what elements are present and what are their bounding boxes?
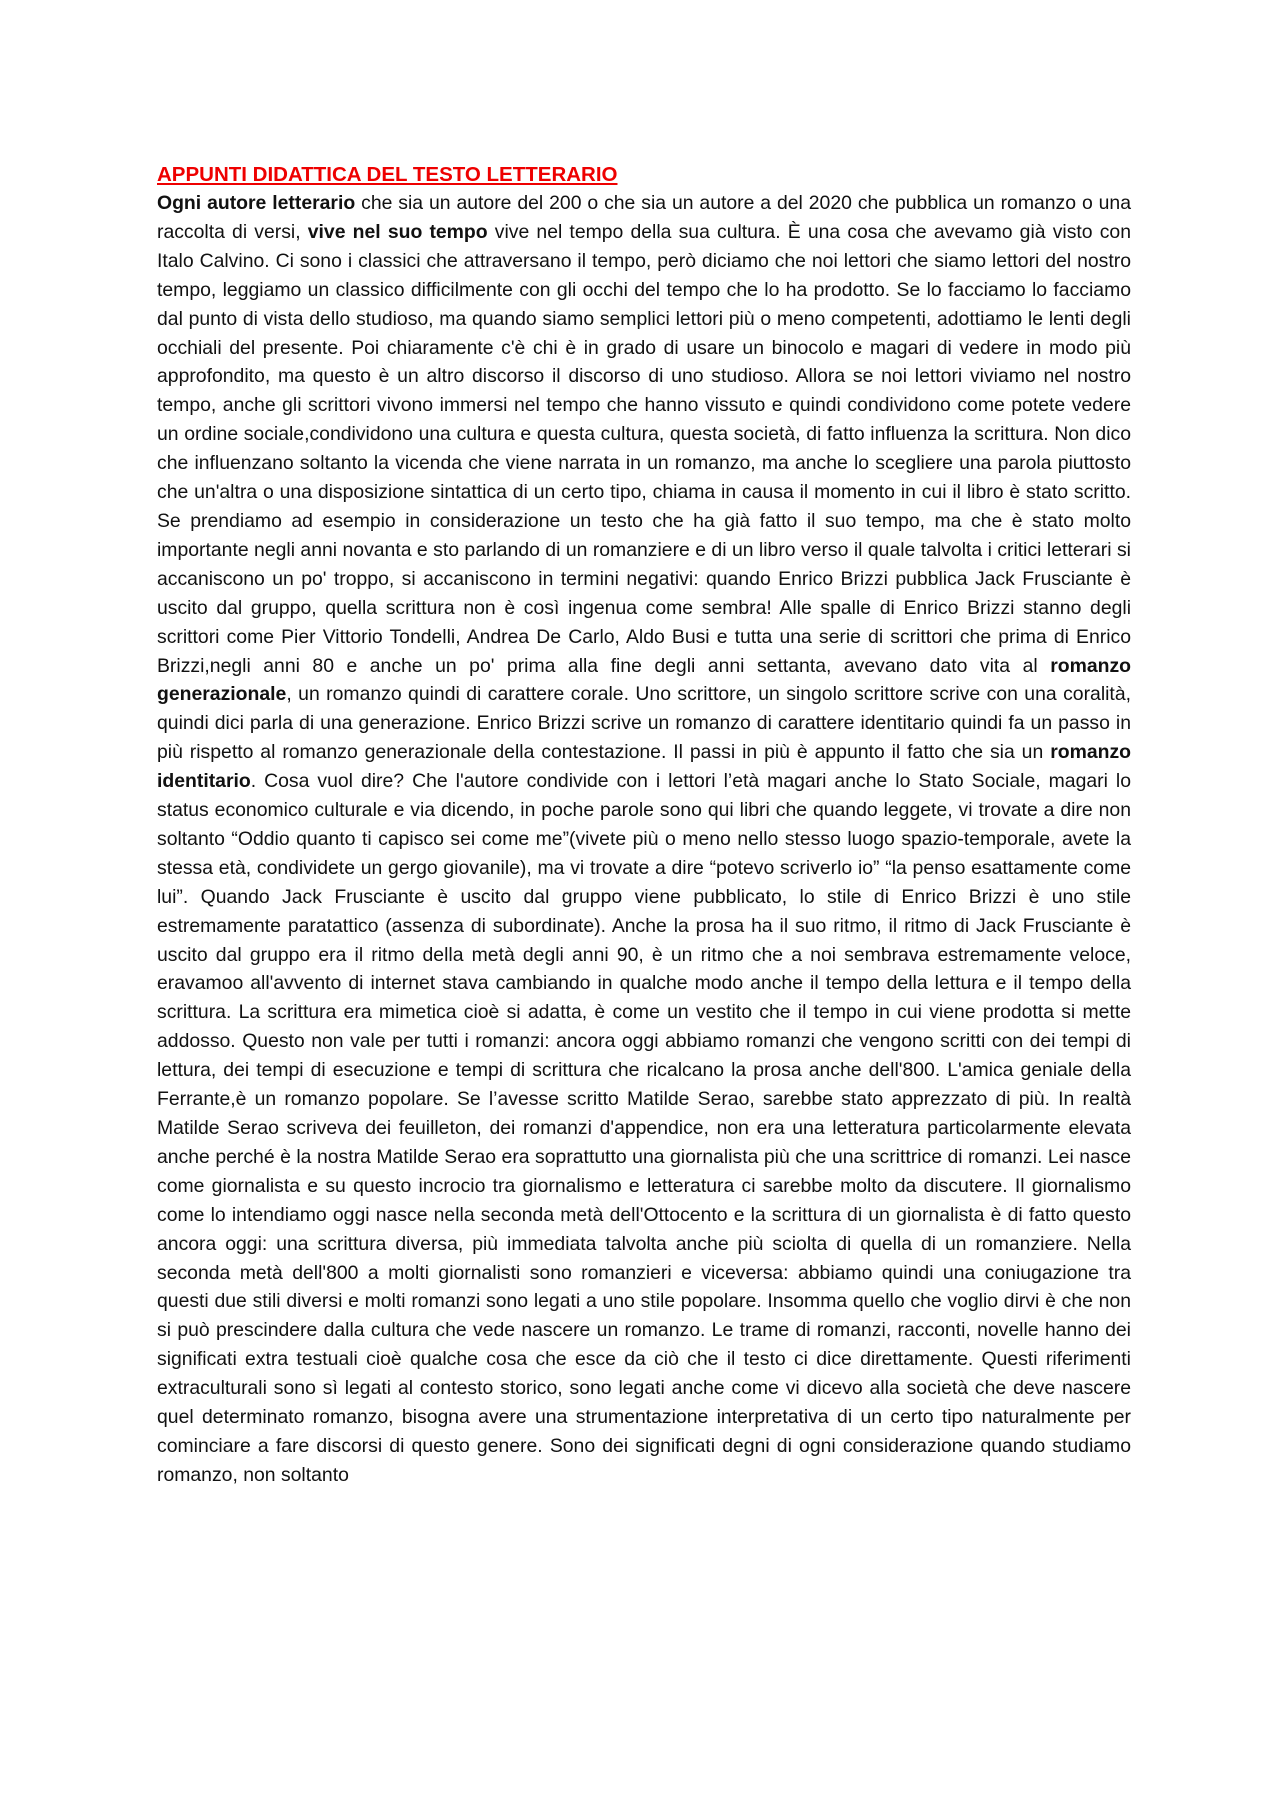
text-run: vive nel tempo della sua cultura. È una cosa che avevamo già visto con Italo Calvino. Ci sono i classici che attraversano il tempo, però diciamo che noi lettori che siamo lettori del nostro tempo, leggiamo un classico difficilmente con gli occhi del tempo che lo ha prodotto. Se lo facciamo lo facciamo dal punto di vista dello studioso, ma quando siamo semplici lettori più o meno competenti, adottiamo le lenti degli occhiali del presente. Poi chiaramente c'è chi è in grado di usare un binocolo e magari di vedere in modo più approfondito, ma questo è un altro discorso il discorso di uno studioso. Allora se noi lettori viviamo nel nostro tempo, anche gli scrittori vivono immersi nel tempo che hanno vissuto e quindi condividono come potete vedere un ordine sociale,condividono una cultura e questa cultura, questa società, di fatto influenza la scrittura. Non dico che influenzano soltanto la vicenda che viene narrata in un romanzo, ma anche lo scegliere una parola piuttosto che un'altra o una disposizione sintattica di un certo tipo, chiama in causa il momento in cui il libro è stato scritto. Se prendiamo ad esempio in considerazione un testo che ha già fatto il suo tempo, ma che è stato molto importante negli anni novanta e sto parlando di un romanziere e di un libro verso il quale talvolta i critici letterari si accaniscono un po' troppo, si accaniscono in termini negativi: quando Enrico Brizzi pubblica Jack Frusciante è uscito dal gruppo, quella scrittura non è così ingenua come sembra! Alle spalle di Enrico Brizzi stanno degli scrittori come Pier Vittorio Tondelli, Andrea De Carlo, Aldo Busi e tutta una serie di scrittori che prima di Enrico Brizzi,negli anni 80 e anche un po' prima alla fine degli anni settanta, avevano dato vita al: [157, 220, 1131, 677]
document-page: [157, 160, 1131, 1490]
text-run: . Cosa vuol dire? Che l'autore condivide con i lettori l’età magari anche lo Stato Sociale, magari lo status economico culturale e via dicendo, in poche parole sono qui libri che quando leggete, vi trovate a dire non soltanto “Oddio quanto ti capisco sei come me”(vivete più o meno nello stesso luogo spazio-temporale, avete la stessa età, condividete un gergo giovanile), ma vi trovate a dire “potevo scriverlo io” “la penso esattamente come lui”. Quando Jack Frusciante è uscito dal gruppo viene pubblicato, lo stile di Enrico Brizzi è uno stile estremamente paratattico (assenza di subordinate). Anche la prosa ha il suo ritmo, il ritmo di Jack Frusciante è uscito dal gruppo era il ritmo della metà degli anni 90, è un ritmo che a noi sembrava estremamente veloce, eravamoo all'avvento di internet stava cambiando in qualche modo anche il tempo della lettura e il tempo della scrittura. La scrittura era mimetica cioè si adatta, è come un vestito che il tempo in cui viene prodotta si mette addosso. Questo non vale per tutti i romanzi: ancora oggi abbiamo romanzi che vengono scritti con dei tempi di lettura, dei tempi di esecuzione e tempi di scrittura che ricalcano la prosa anche dell'800. L'amica geniale della Ferrante,è un romanzo popolare. Se l’avesse scritto Matilde Serao, sarebbe stato apprezzato di più. In realtà Matilde Serao scriveva dei feuilleton, dei romanzi d'appendice, non era una letteratura particolarmente elevata anche perché è la nostra Matilde Serao era soprattutto una giornalista più che una scrittrice di romanzi. Lei nasce come giornalista e su questo incrocio tra giornalismo e letteratura ci sarebbe molto da discutere. Il giornalismo come lo intendiamo oggi nasce nella seconda metà dell'Ottocento e la scrittura di un giornalista è di fatto questo ancora oggi: una scrittura diversa, più immediata talvolta anche più sciolta di quella di un romanziere. Nella seconda metà dell'800 a molti giornalisti sono romanzieri e viceversa: abbiamo quindi una coniugazione tra questi due stili diversi e molti romanzi sono legati a uno stile popolare. Insomma quello che voglio dirvi è che non si può prescindere dalla cultura che vede nascere un romanzo. Le trame di romanzi, racconti, novelle hanno dei significati extra testuali cioè qualche cosa che esce da ciò che il testo ci dice direttamente. Questi riferimenti extraculturali sono sì legati al contesto storico, sono legati anche come vi dicevo alla società che deve nascere quel determinato romanzo, bisogna avere una strumentazione interpretativa di un certo tipo naturalmente per cominciare a fare discorsi di questo genere. Sono dei significati degni di ogni considerazione quando studiamo romanzo, non soltanto: [157, 770, 1131, 1486]
document-title: APPUNTI DIDATTICA DEL TESTO LETTERARIO: [157, 163, 618, 186]
bold-phrase: Ogni autore letterario: [157, 192, 356, 214]
text-run: che sia un autore del 200 o che sia un autore a del 2020 che pubblica un romanzo o una raccolta di versi,: [157, 192, 1131, 243]
bold-phrase: romanzo generazionale: [157, 654, 1131, 706]
document-body: [157, 189, 1131, 1490]
bold-phrase: romanzo identitario: [157, 741, 1131, 793]
bold-phrase: vive nel suo tempo: [307, 220, 488, 243]
text-run: , un romanzo quindi di carattere corale. Uno scrittore, un singolo scrittore scrive con una coralità, quindi dici parla di una generazione. Enrico Brizzi scrive un romanzo di carattere identitario quindi fa un passo in più rispetto al romanzo generazionale della contestazione. Il passi in più è appunto il fatto che sia un: [157, 683, 1131, 764]
